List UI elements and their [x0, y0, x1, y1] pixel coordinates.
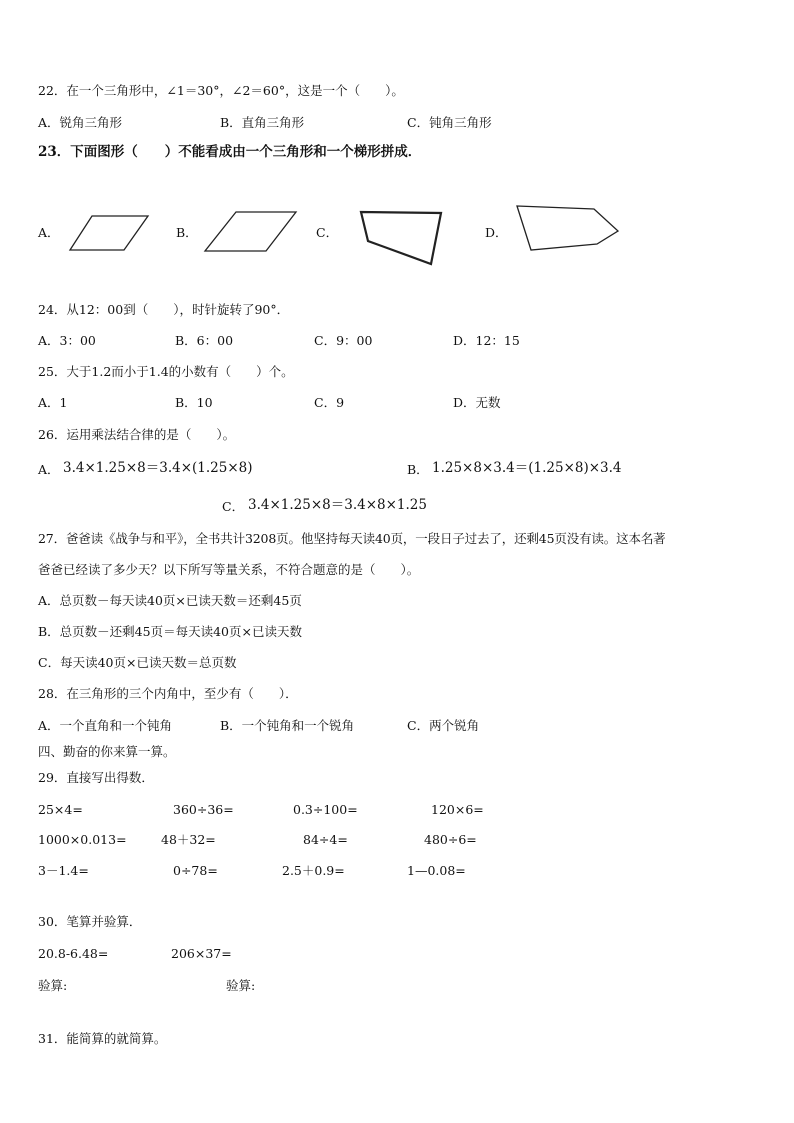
- q25-option-a: A．1: [38, 395, 68, 410]
- q24-option-c: C．9：00: [314, 333, 373, 348]
- q29-r3-c3: 2.5＋0.9=: [282, 863, 345, 878]
- q26-stem: 26．运用乘法结合律的是（ ）。: [38, 427, 236, 442]
- quadrilateral-c-figure: [355, 207, 447, 269]
- q22-stem: 22．在一个三角形中，∠1＝30°，∠2＝60°，这是一个（ ）。: [38, 83, 404, 98]
- q24-option-d: D．12：15: [453, 333, 520, 348]
- q23-label-a: A．: [38, 225, 60, 240]
- q30-check-2: 验算:: [226, 978, 256, 993]
- q29-r3-c4: 1—0.08=: [407, 863, 466, 878]
- pentagon-d-figure: [512, 200, 622, 255]
- q30-check-1: 验算:: [38, 978, 68, 993]
- q30-stem: 30．笔算并验算．: [38, 914, 142, 929]
- q25-option-c: C．9: [314, 395, 345, 410]
- q29-r1-c3: 0.3÷100=: [293, 802, 358, 817]
- q29-r2-c4: 480÷6=: [424, 832, 477, 847]
- q27-stem-line1: 27．爸爸读《战争与和平》，全书共计3208页。他坚持每天读40页，一段日子过去了，还剩45页没有读。这本名著: [38, 531, 666, 546]
- q26-option-c-expr: 3.4×1.25×8＝3.4×8×1.25: [248, 497, 427, 513]
- q29-r1-c4: 120×6=: [431, 802, 484, 817]
- section-heading: 四、勤奋的你来算一算。: [38, 744, 176, 759]
- q30-item-2: 206×37=: [171, 946, 232, 961]
- q29-r3-c2: 0÷78=: [173, 863, 218, 878]
- q25-option-d: D．无数: [453, 395, 501, 410]
- q23-label-c: C．: [316, 225, 339, 240]
- parallelogram-b-figure: [200, 208, 302, 256]
- q22-option-a: A．锐角三角形: [38, 115, 123, 130]
- q24-option-b: B．6：00: [175, 333, 234, 348]
- q28-option-c: C．两个锐角: [407, 718, 480, 733]
- q23-label-b: B．: [176, 225, 198, 240]
- q23-label-d: D．: [485, 225, 508, 240]
- q26-option-a-label: A．: [38, 462, 60, 477]
- q29-r3-c1: 3－1.4=: [38, 863, 89, 878]
- parallelogram-a-figure: [66, 212, 154, 254]
- q27-option-a: A．总页数－每天读40页×已读天数＝还剩45页: [38, 593, 302, 608]
- q30-item-1: 20.8-6.48=: [38, 946, 109, 961]
- q28-option-b: B．一个钝角和一个锐角: [220, 718, 355, 733]
- q22-option-c: C．钝角三角形: [407, 115, 492, 130]
- q31-stem: 31．能简算的就简算。: [38, 1031, 167, 1046]
- q28-stem: 28．在三角形的三个内角中，至少有（ ）．: [38, 686, 298, 701]
- q26-option-b-expr: 1.25×8×3.4＝(1.25×8)×3.4: [432, 460, 622, 476]
- q25-stem: 25．大于1.2而小于1.4的小数有（ ）个。: [38, 364, 294, 379]
- q27-option-c: C．每天读40页×已读天数＝总页数: [38, 655, 237, 670]
- q23-stem: 23．下面图形（ ）不能看成由一个三角形和一个梯形拼成．: [38, 144, 422, 160]
- q26-option-c-label: C．: [222, 499, 245, 514]
- q24-option-a: A．3：00: [38, 333, 96, 348]
- q29-r1-c2: 360÷36=: [173, 802, 234, 817]
- q28-option-a: A．一个直角和一个钝角: [38, 718, 173, 733]
- q26-option-a-expr: 3.4×1.25×8＝3.4×(1.25×8): [63, 460, 253, 476]
- q29-r2-c2: 48＋32=: [161, 832, 216, 847]
- q24-stem: 24．从12：00到（ ），时针旋转了90°．: [38, 302, 290, 317]
- q29-r1-c1: 25×4=: [38, 802, 83, 817]
- q29-r2-c1: 1000×0.013=: [38, 832, 127, 847]
- q27-stem-line2: 爸爸已经读了多少天？以下所写等量关系，不符合题意的是（ ）。: [38, 562, 420, 577]
- q29-r2-c3: 84÷4=: [303, 832, 348, 847]
- q22-option-b: B．直角三角形: [220, 115, 305, 130]
- q26-option-b-label: B．: [407, 462, 429, 477]
- q25-option-b: B．10: [175, 395, 213, 410]
- q29-stem: 29．直接写出得数．: [38, 770, 154, 785]
- q27-option-b: B．总页数－还剩45页＝每天读40页×已读天数: [38, 624, 302, 639]
